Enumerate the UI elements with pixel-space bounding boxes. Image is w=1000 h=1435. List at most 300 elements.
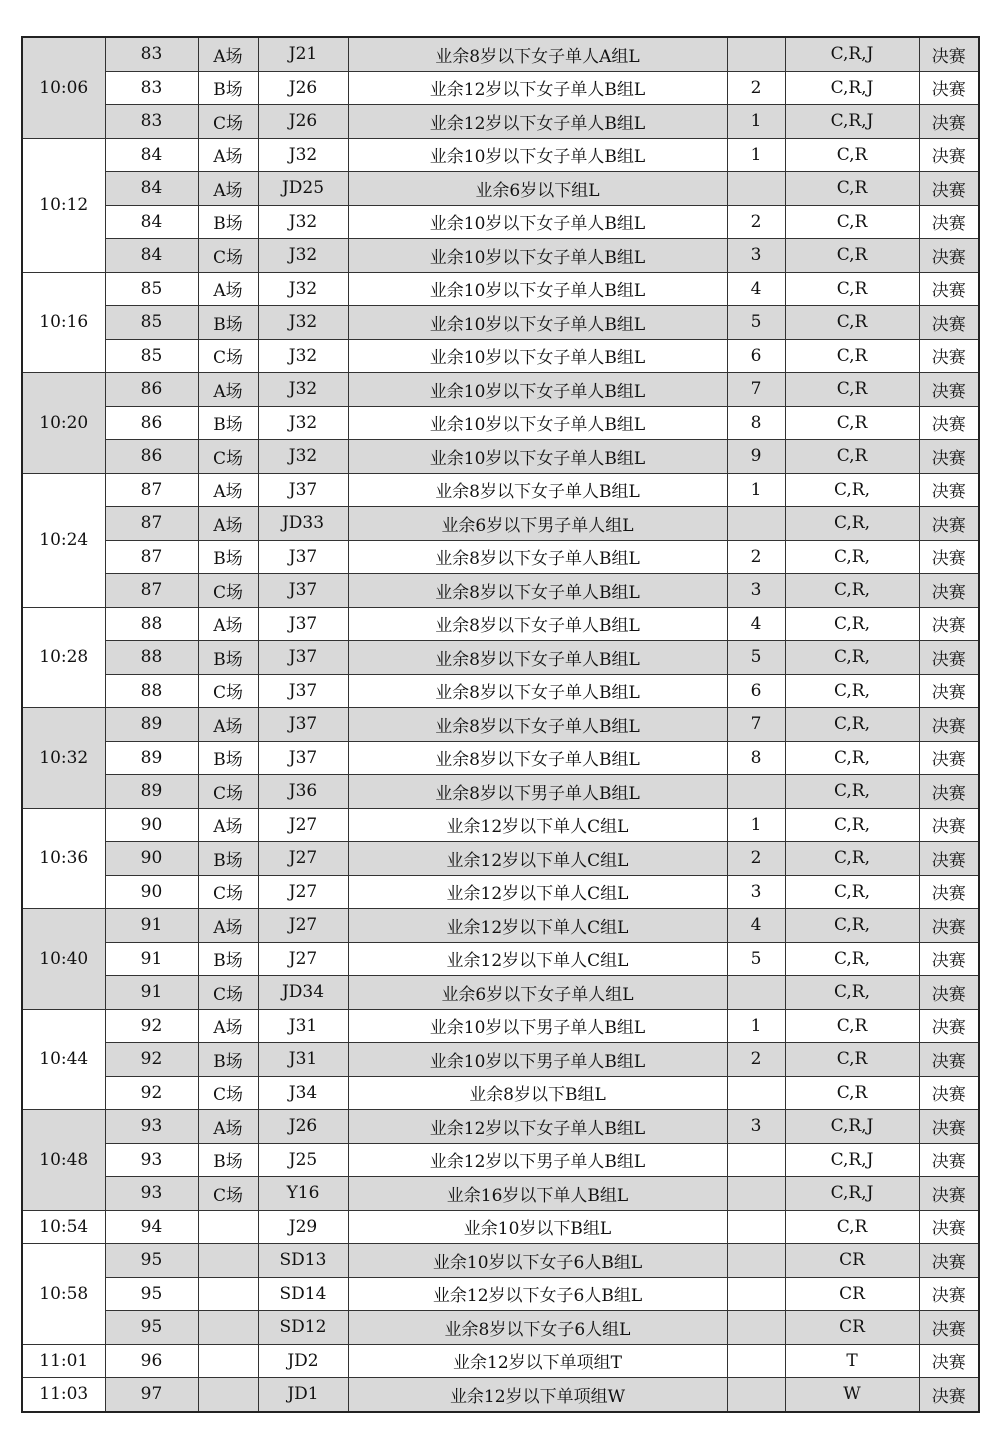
round-cell: 决赛: [919, 1344, 979, 1378]
court-cell: C场: [198, 339, 258, 373]
round-cell: 决赛: [919, 306, 979, 340]
dances-cell: CR: [785, 1277, 919, 1311]
session-number-cell: 84: [105, 205, 198, 239]
round-cell: 决赛: [919, 373, 979, 407]
session-number-cell: 87: [105, 473, 198, 507]
event-name-cell: 业余8岁以下女子单人B组L: [348, 741, 727, 775]
dances-cell: C,R: [785, 205, 919, 239]
group-number-cell: [727, 1311, 785, 1345]
group-number-cell: 3: [727, 875, 785, 909]
group-number-cell: 8: [727, 741, 785, 775]
dances-cell: C,R: [785, 406, 919, 440]
session-number-cell: 92: [105, 1043, 198, 1077]
round-cell: 决赛: [919, 1277, 979, 1311]
round-cell: 决赛: [919, 339, 979, 373]
session-number-cell: 90: [105, 875, 198, 909]
group-number-cell: 3: [727, 239, 785, 273]
round-cell: 决赛: [919, 1311, 979, 1345]
round-cell: 决赛: [919, 1143, 979, 1177]
event-code-cell: J26: [258, 71, 348, 105]
court-cell: C场: [198, 239, 258, 273]
event-name-cell: 业余12岁以下单人C组L: [348, 875, 727, 909]
event-name-cell: 业余8岁以下女子单人B组L: [348, 607, 727, 641]
dances-cell: C,R,: [785, 942, 919, 976]
dances-cell: C,R: [785, 138, 919, 172]
dances-cell: T: [785, 1344, 919, 1378]
time-slot-cell: 11:03: [22, 1378, 105, 1412]
group-number-cell: 5: [727, 641, 785, 675]
event-code-cell: J37: [258, 473, 348, 507]
dances-cell: C,R,: [785, 641, 919, 675]
event-name-cell: 业余8岁以下女子单人B组L: [348, 574, 727, 608]
dances-cell: W: [785, 1378, 919, 1412]
event-name-cell: 业余8岁以下女子6人组L: [348, 1311, 727, 1345]
event-code-cell: J32: [258, 306, 348, 340]
event-code-cell: J32: [258, 205, 348, 239]
round-cell: 决赛: [919, 473, 979, 507]
court-cell: C场: [198, 674, 258, 708]
dances-cell: C,R,: [785, 507, 919, 541]
group-number-cell: 2: [727, 205, 785, 239]
event-name-cell: 业余12岁以下单项组T: [348, 1344, 727, 1378]
dances-cell: C,R,: [785, 574, 919, 608]
group-number-cell: 3: [727, 1110, 785, 1144]
court-cell: B场: [198, 71, 258, 105]
event-name-cell: 业余6岁以下女子单人组L: [348, 976, 727, 1010]
court-cell: B场: [198, 1143, 258, 1177]
court-cell: A场: [198, 708, 258, 742]
event-code-cell: J37: [258, 674, 348, 708]
event-code-cell: JD33: [258, 507, 348, 541]
group-number-cell: 2: [727, 71, 785, 105]
event-code-cell: J29: [258, 1210, 348, 1244]
group-number-cell: [727, 1277, 785, 1311]
group-number-cell: 2: [727, 1043, 785, 1077]
event-name-cell: 业余8岁以下女子单人B组L: [348, 641, 727, 675]
event-code-cell: J37: [258, 607, 348, 641]
time-slot-cell: 10:06: [22, 37, 105, 138]
round-cell: 决赛: [919, 272, 979, 306]
table-row: [22, 942, 979, 976]
event-name-cell: 业余16岁以下单人B组L: [348, 1177, 727, 1211]
table-row: [22, 339, 979, 373]
session-number-cell: 97: [105, 1378, 198, 1412]
group-number-cell: [727, 1378, 785, 1412]
event-name-cell: 业余12岁以下女子单人B组L: [348, 1110, 727, 1144]
event-code-cell: SD12: [258, 1311, 348, 1345]
session-number-cell: 95: [105, 1311, 198, 1345]
session-number-cell: 96: [105, 1344, 198, 1378]
event-name-cell: 业余12岁以下单项组W: [348, 1378, 727, 1412]
session-number-cell: 83: [105, 37, 198, 71]
round-cell: 决赛: [919, 1043, 979, 1077]
table-row: [22, 1378, 979, 1412]
round-cell: 决赛: [919, 1110, 979, 1144]
table-row: [22, 172, 979, 206]
dances-cell: C,R,: [785, 775, 919, 809]
round-cell: 决赛: [919, 741, 979, 775]
court-cell: A场: [198, 473, 258, 507]
event-code-cell: JD2: [258, 1344, 348, 1378]
dances-cell: C,R: [785, 1210, 919, 1244]
table-row: [22, 1009, 979, 1043]
group-number-cell: 1: [727, 473, 785, 507]
event-code-cell: J27: [258, 808, 348, 842]
court-cell: C场: [198, 1177, 258, 1211]
event-code-cell: J32: [258, 406, 348, 440]
event-code-cell: J31: [258, 1009, 348, 1043]
table-row: [22, 138, 979, 172]
event-name-cell: 业余10岁以下女子单人B组L: [348, 339, 727, 373]
court-cell: C场: [198, 875, 258, 909]
event-name-cell: 业余12岁以下女子6人B组L: [348, 1277, 727, 1311]
group-number-cell: [727, 37, 785, 71]
event-name-cell: 业余10岁以下女子单人B组L: [348, 205, 727, 239]
group-number-cell: [727, 1177, 785, 1211]
table-row: [22, 272, 979, 306]
dances-cell: C,R,: [785, 741, 919, 775]
court-cell: A场: [198, 272, 258, 306]
round-cell: 决赛: [919, 105, 979, 139]
time-slot-cell: 10:28: [22, 607, 105, 708]
event-code-cell: J37: [258, 574, 348, 608]
session-number-cell: 88: [105, 641, 198, 675]
dances-cell: C,R,J: [785, 1110, 919, 1144]
session-number-cell: 88: [105, 674, 198, 708]
court-cell: B场: [198, 1043, 258, 1077]
event-name-cell: 业余10岁以下女子6人B组L: [348, 1244, 727, 1278]
table-row: [22, 741, 979, 775]
event-code-cell: J37: [258, 708, 348, 742]
event-code-cell: J37: [258, 641, 348, 675]
time-slot-cell: 10:24: [22, 473, 105, 607]
session-number-cell: 91: [105, 976, 198, 1010]
event-code-cell: J32: [258, 373, 348, 407]
round-cell: 决赛: [919, 440, 979, 474]
event-code-cell: J32: [258, 440, 348, 474]
event-code-cell: J32: [258, 339, 348, 373]
time-slot-cell: 10:44: [22, 1009, 105, 1110]
round-cell: 决赛: [919, 641, 979, 675]
event-code-cell: J27: [258, 942, 348, 976]
event-name-cell: 业余10岁以下女子单人B组L: [348, 239, 727, 273]
event-name-cell: 业余10岁以下女子单人B组L: [348, 138, 727, 172]
table-row: [22, 71, 979, 105]
table-row: [22, 875, 979, 909]
schedule-body: [22, 37, 979, 1412]
session-number-cell: 84: [105, 138, 198, 172]
table-row: [22, 842, 979, 876]
group-number-cell: 7: [727, 373, 785, 407]
round-cell: 决赛: [919, 674, 979, 708]
table-row: [22, 406, 979, 440]
group-number-cell: [727, 775, 785, 809]
event-name-cell: 业余12岁以下女子单人B组L: [348, 105, 727, 139]
dances-cell: C,R,: [785, 842, 919, 876]
table-row: [22, 641, 979, 675]
table-row: [22, 440, 979, 474]
event-code-cell: J37: [258, 540, 348, 574]
round-cell: 决赛: [919, 1009, 979, 1043]
round-cell: 决赛: [919, 942, 979, 976]
session-number-cell: 93: [105, 1177, 198, 1211]
time-slot-cell: 10:32: [22, 708, 105, 809]
court-cell: C场: [198, 574, 258, 608]
court-cell: [198, 1210, 258, 1244]
group-number-cell: 7: [727, 708, 785, 742]
session-number-cell: 89: [105, 708, 198, 742]
event-name-cell: 业余10岁以下女子单人B组L: [348, 440, 727, 474]
table-row: [22, 1110, 979, 1144]
event-name-cell: 业余12岁以下男子单人B组L: [348, 1143, 727, 1177]
time-slot-cell: 10:58: [22, 1244, 105, 1345]
court-cell: A场: [198, 373, 258, 407]
session-number-cell: 94: [105, 1210, 198, 1244]
round-cell: 决赛: [919, 71, 979, 105]
table-row: [22, 1244, 979, 1278]
event-code-cell: J27: [258, 842, 348, 876]
court-cell: B场: [198, 942, 258, 976]
table-row: [22, 1143, 979, 1177]
table-row: [22, 775, 979, 809]
dances-cell: C,R,J: [785, 1177, 919, 1211]
event-name-cell: 业余8岁以下女子单人B组L: [348, 540, 727, 574]
round-cell: 决赛: [919, 842, 979, 876]
dances-cell: CR: [785, 1311, 919, 1345]
time-slot-cell: 11:01: [22, 1344, 105, 1378]
court-cell: B场: [198, 306, 258, 340]
court-cell: [198, 1311, 258, 1345]
event-name-cell: 业余10岁以下男子单人B组L: [348, 1043, 727, 1077]
event-name-cell: 业余8岁以下男子单人B组L: [348, 775, 727, 809]
court-cell: A场: [198, 172, 258, 206]
group-number-cell: 4: [727, 272, 785, 306]
event-name-cell: 业余10岁以下女子单人B组L: [348, 373, 727, 407]
group-number-cell: 1: [727, 105, 785, 139]
event-name-cell: 业余6岁以下组L: [348, 172, 727, 206]
event-code-cell: SD13: [258, 1244, 348, 1278]
event-code-cell: J21: [258, 37, 348, 71]
session-number-cell: 87: [105, 574, 198, 608]
event-name-cell: 业余10岁以下女子单人B组L: [348, 406, 727, 440]
table-row: [22, 37, 979, 71]
dances-cell: C,R: [785, 1043, 919, 1077]
dances-cell: C,R: [785, 172, 919, 206]
session-number-cell: 85: [105, 339, 198, 373]
court-cell: [198, 1378, 258, 1412]
session-number-cell: 86: [105, 406, 198, 440]
round-cell: 决赛: [919, 172, 979, 206]
round-cell: 决赛: [919, 909, 979, 943]
dances-cell: C,R: [785, 306, 919, 340]
court-cell: C场: [198, 440, 258, 474]
court-cell: A场: [198, 808, 258, 842]
dances-cell: C,R,J: [785, 1143, 919, 1177]
session-number-cell: 83: [105, 71, 198, 105]
table-row: [22, 708, 979, 742]
group-number-cell: 2: [727, 842, 785, 876]
court-cell: [198, 1244, 258, 1278]
dances-cell: C,R,: [785, 808, 919, 842]
session-number-cell: 85: [105, 306, 198, 340]
event-code-cell: J36: [258, 775, 348, 809]
dances-cell: C,R: [785, 373, 919, 407]
event-code-cell: J26: [258, 1110, 348, 1144]
dances-cell: C,R: [785, 272, 919, 306]
group-number-cell: [727, 1344, 785, 1378]
table-row: [22, 1043, 979, 1077]
table-row: [22, 1210, 979, 1244]
group-number-cell: 1: [727, 808, 785, 842]
court-cell: A场: [198, 507, 258, 541]
table-row: [22, 574, 979, 608]
session-number-cell: 83: [105, 105, 198, 139]
session-number-cell: 86: [105, 440, 198, 474]
session-number-cell: 89: [105, 741, 198, 775]
session-number-cell: 84: [105, 239, 198, 273]
session-number-cell: 90: [105, 842, 198, 876]
time-slot-cell: 10:36: [22, 808, 105, 909]
table-row: [22, 909, 979, 943]
event-name-cell: 业余12岁以下单人C组L: [348, 842, 727, 876]
event-name-cell: 业余8岁以下女子单人B组L: [348, 708, 727, 742]
table-row: [22, 306, 979, 340]
dances-cell: C,R,J: [785, 71, 919, 105]
event-code-cell: J37: [258, 741, 348, 775]
dances-cell: C,R,J: [785, 37, 919, 71]
court-cell: A场: [198, 138, 258, 172]
event-name-cell: 业余8岁以下B组L: [348, 1076, 727, 1110]
round-cell: 决赛: [919, 37, 979, 71]
court-cell: B场: [198, 540, 258, 574]
round-cell: 决赛: [919, 507, 979, 541]
round-cell: 决赛: [919, 1210, 979, 1244]
dances-cell: C,R,: [785, 674, 919, 708]
dances-cell: C,R: [785, 1009, 919, 1043]
round-cell: 决赛: [919, 574, 979, 608]
round-cell: 决赛: [919, 1244, 979, 1278]
time-slot-cell: 10:16: [22, 272, 105, 373]
dances-cell: C,R,: [785, 607, 919, 641]
session-number-cell: 90: [105, 808, 198, 842]
event-name-cell: 业余6岁以下男子单人组L: [348, 507, 727, 541]
group-number-cell: [727, 1210, 785, 1244]
group-number-cell: [727, 507, 785, 541]
event-name-cell: 业余8岁以下女子单人A组L: [348, 37, 727, 71]
time-slot-cell: 10:20: [22, 373, 105, 474]
court-cell: C场: [198, 976, 258, 1010]
event-name-cell: 业余12岁以下单人C组L: [348, 909, 727, 943]
court-cell: A场: [198, 37, 258, 71]
event-code-cell: J32: [258, 239, 348, 273]
event-code-cell: JD34: [258, 976, 348, 1010]
group-number-cell: 4: [727, 909, 785, 943]
session-number-cell: 85: [105, 272, 198, 306]
time-slot-cell: 10:40: [22, 909, 105, 1010]
round-cell: 决赛: [919, 607, 979, 641]
event-code-cell: Y16: [258, 1177, 348, 1211]
table-row: [22, 105, 979, 139]
round-cell: 决赛: [919, 1177, 979, 1211]
table-row: [22, 808, 979, 842]
event-code-cell: J25: [258, 1143, 348, 1177]
session-number-cell: 92: [105, 1009, 198, 1043]
event-code-cell: SD14: [258, 1277, 348, 1311]
group-number-cell: 5: [727, 942, 785, 976]
group-number-cell: [727, 1143, 785, 1177]
group-number-cell: 6: [727, 339, 785, 373]
dances-cell: C,R,: [785, 976, 919, 1010]
round-cell: 决赛: [919, 976, 979, 1010]
dances-cell: C,R,: [785, 909, 919, 943]
round-cell: 决赛: [919, 775, 979, 809]
group-number-cell: [727, 172, 785, 206]
event-code-cell: JD1: [258, 1378, 348, 1412]
court-cell: B场: [198, 205, 258, 239]
event-code-cell: J34: [258, 1076, 348, 1110]
court-cell: A场: [198, 1110, 258, 1144]
group-number-cell: 8: [727, 406, 785, 440]
event-name-cell: 业余10岁以下B组L: [348, 1210, 727, 1244]
session-number-cell: 93: [105, 1110, 198, 1144]
table-row: [22, 239, 979, 273]
table-row: [22, 1076, 979, 1110]
event-name-cell: 业余10岁以下男子单人B组L: [348, 1009, 727, 1043]
session-number-cell: 95: [105, 1244, 198, 1278]
dances-cell: C,R,J: [785, 105, 919, 139]
session-number-cell: 93: [105, 1143, 198, 1177]
group-number-cell: 6: [727, 674, 785, 708]
group-number-cell: 3: [727, 574, 785, 608]
dances-cell: C,R,: [785, 875, 919, 909]
event-code-cell: J26: [258, 105, 348, 139]
round-cell: 决赛: [919, 808, 979, 842]
event-code-cell: J27: [258, 875, 348, 909]
dances-cell: C,R: [785, 339, 919, 373]
table-row: [22, 674, 979, 708]
dances-cell: C,R,: [785, 473, 919, 507]
round-cell: 决赛: [919, 239, 979, 273]
round-cell: 决赛: [919, 1076, 979, 1110]
court-cell: C场: [198, 775, 258, 809]
court-cell: B场: [198, 406, 258, 440]
group-number-cell: 5: [727, 306, 785, 340]
table-row: [22, 1344, 979, 1378]
dances-cell: C,R: [785, 440, 919, 474]
dances-cell: C,R: [785, 239, 919, 273]
court-cell: A场: [198, 909, 258, 943]
court-cell: B场: [198, 741, 258, 775]
round-cell: 决赛: [919, 205, 979, 239]
event-code-cell: J27: [258, 909, 348, 943]
round-cell: 决赛: [919, 406, 979, 440]
round-cell: 决赛: [919, 875, 979, 909]
table-row: [22, 507, 979, 541]
table-row: [22, 205, 979, 239]
group-number-cell: 4: [727, 607, 785, 641]
event-name-cell: 业余12岁以下单人C组L: [348, 942, 727, 976]
table-row: [22, 373, 979, 407]
dances-cell: CR: [785, 1244, 919, 1278]
table-row: [22, 1277, 979, 1311]
group-number-cell: 1: [727, 138, 785, 172]
dances-cell: C,R,: [785, 708, 919, 742]
event-code-cell: J31: [258, 1043, 348, 1077]
event-code-cell: JD25: [258, 172, 348, 206]
event-name-cell: 业余12岁以下女子单人B组L: [348, 71, 727, 105]
table-row: [22, 1177, 979, 1211]
dances-cell: C,R,: [785, 540, 919, 574]
